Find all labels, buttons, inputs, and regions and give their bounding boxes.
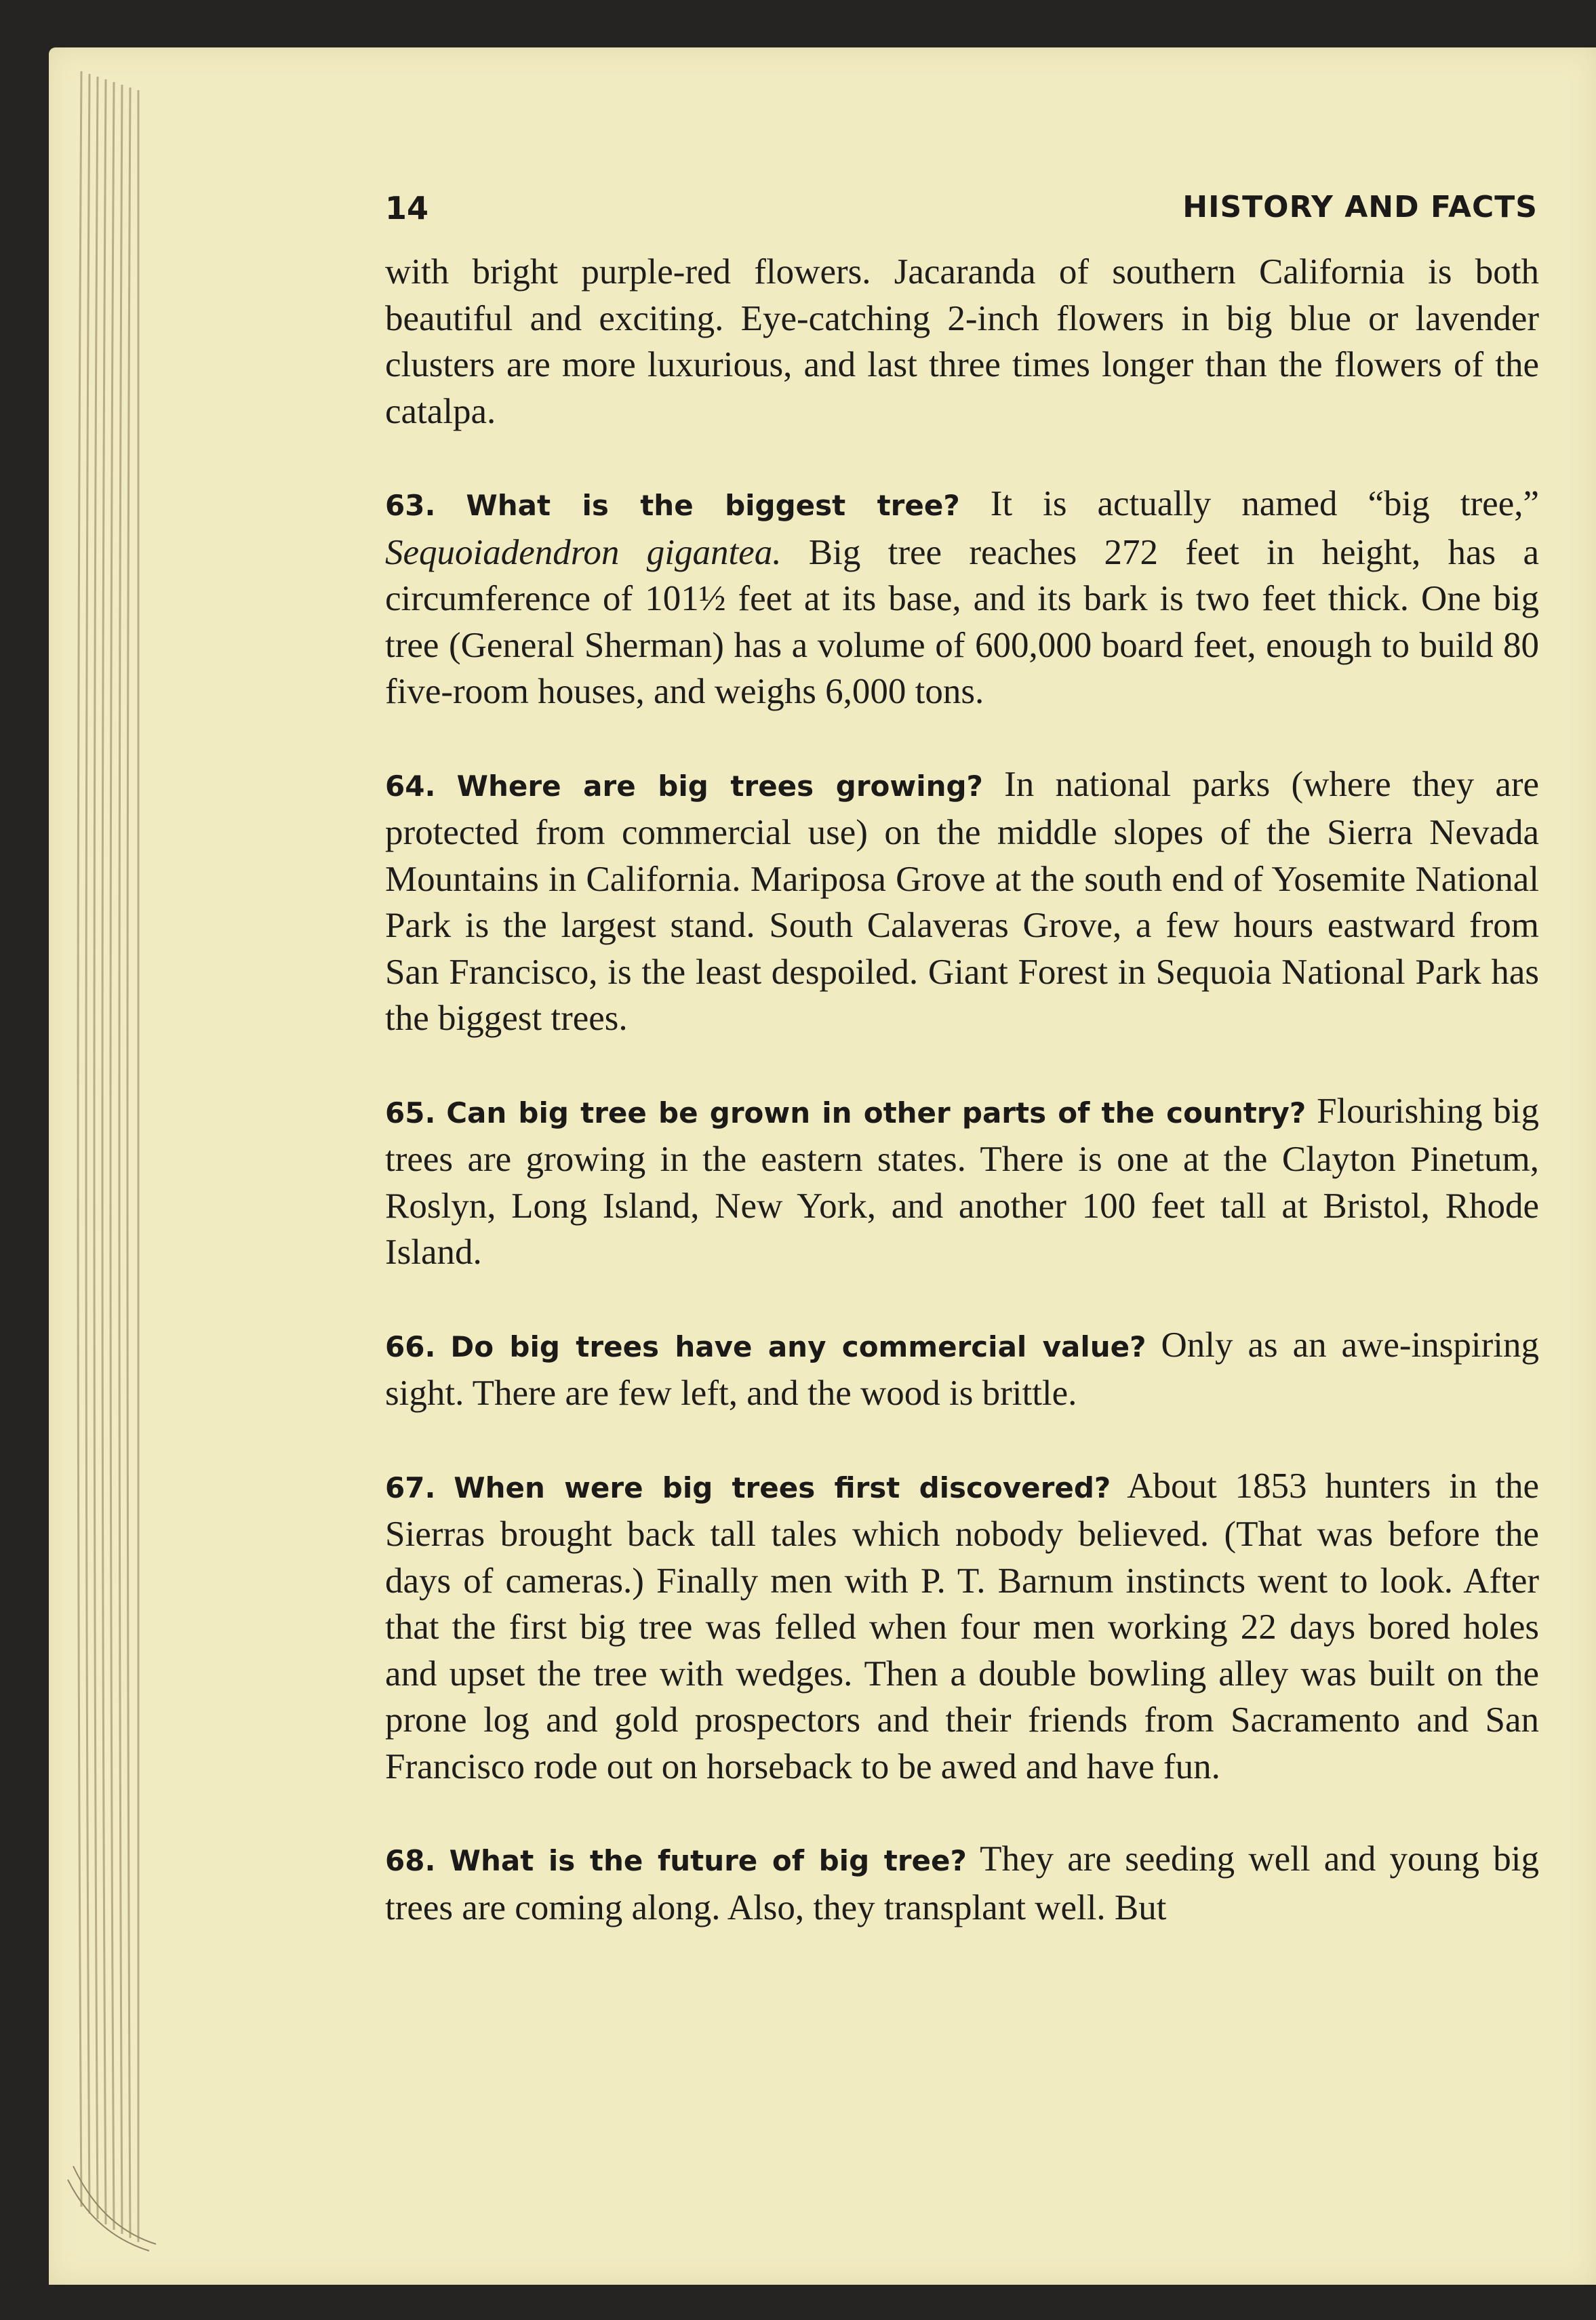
running-head: HISTORY AND FACTS <box>1182 190 1538 224</box>
page-header <box>385 190 1538 237</box>
question-63 <box>385 481 1539 715</box>
answer-text: Big tree reaches 272 feet in height, has a circumference of 101½ feet at its base, and its bark is two feet thick. One big tree (General Sherman) has a volume of 600,000 board feet, enough to build 80 five-room houses, and weighs 6,000 tons. <box>385 532 1540 711</box>
question-number: 65. <box>385 1096 436 1129</box>
question-67 <box>385 1463 1539 1791</box>
question-number: 68. <box>385 1844 436 1877</box>
question-number: 63. <box>385 489 436 522</box>
question-64 <box>385 761 1539 1042</box>
answer-text: In national parks (where they are protected from commercial use) on the middle slopes of the Sierra Nevada Mountains in California. Mariposa Grove at the south end of Yosemite National Park is the largest stand. South Calaveras Grove, a few hours eastward from San Francisco, is the least despoiled. Giant Forest in Sequoia National Park has the biggest trees. <box>385 764 1540 1038</box>
answer-text: It is actually named “big tree,” <box>990 484 1539 523</box>
question-66 <box>385 1322 1539 1417</box>
question-heading: Can big tree be grown in other parts of the country? <box>446 1096 1306 1129</box>
answer-text: Only as an awe-inspiring sight. There are few left, and the wood is brittle. <box>385 1325 1539 1413</box>
page-number: 14 <box>385 190 429 226</box>
question-number: 66. <box>385 1329 436 1363</box>
answer-text: Flourishing big trees are growing in the eastern states. There is one at the Clayton Pinetum, Roslyn, Long Island, New York, and another 100 feet tall at Bristol, Rhode Island. <box>385 1091 1540 1272</box>
question-heading: Do big trees have any commercial value? <box>450 1329 1146 1363</box>
question-number: 67. <box>385 1471 436 1504</box>
page-body <box>385 249 1539 1931</box>
page-edges-decoration <box>54 64 203 2268</box>
answer-text: About 1853 hunters in the Sierras brought back tall tales which nobody believed. (That was before the days of cameras.) Finally men with P. T. Barnum instincts went to look. After that the first big tree was felled when four men working 22 days bored holes and upset the tree with wedges. Then a double bowling alley was built on the prone log and gold prospectors and their friends from Sacramento and San Francisco rode out on horseback to be awed and have fun. <box>385 1466 1540 1786</box>
question-number: 64. <box>385 769 436 803</box>
question-heading: What is the biggest tree? <box>466 489 960 522</box>
question-heading: Where are big trees growing? <box>456 769 983 803</box>
question-heading: What is the future of big tree? <box>449 1844 967 1877</box>
question-68 <box>385 1836 1539 1931</box>
question-heading: When were big trees first discovered? <box>454 1471 1111 1504</box>
scientific-name: Sequoiadendron gigantea. <box>385 532 782 572</box>
intro-paragraph: with bright purple-red flowers. Jacaranda of southern California is both beautiful and exciting. Eye-catching 2-inch flowers in big blue or lavender clusters are more luxurious, and last three times longer than the flowers of the catalpa. <box>385 252 1539 431</box>
question-65 <box>385 1088 1539 1276</box>
answer-text: They are seeding well and young big trees are coming along. Also, they transplant well. But <box>385 1839 1540 1927</box>
